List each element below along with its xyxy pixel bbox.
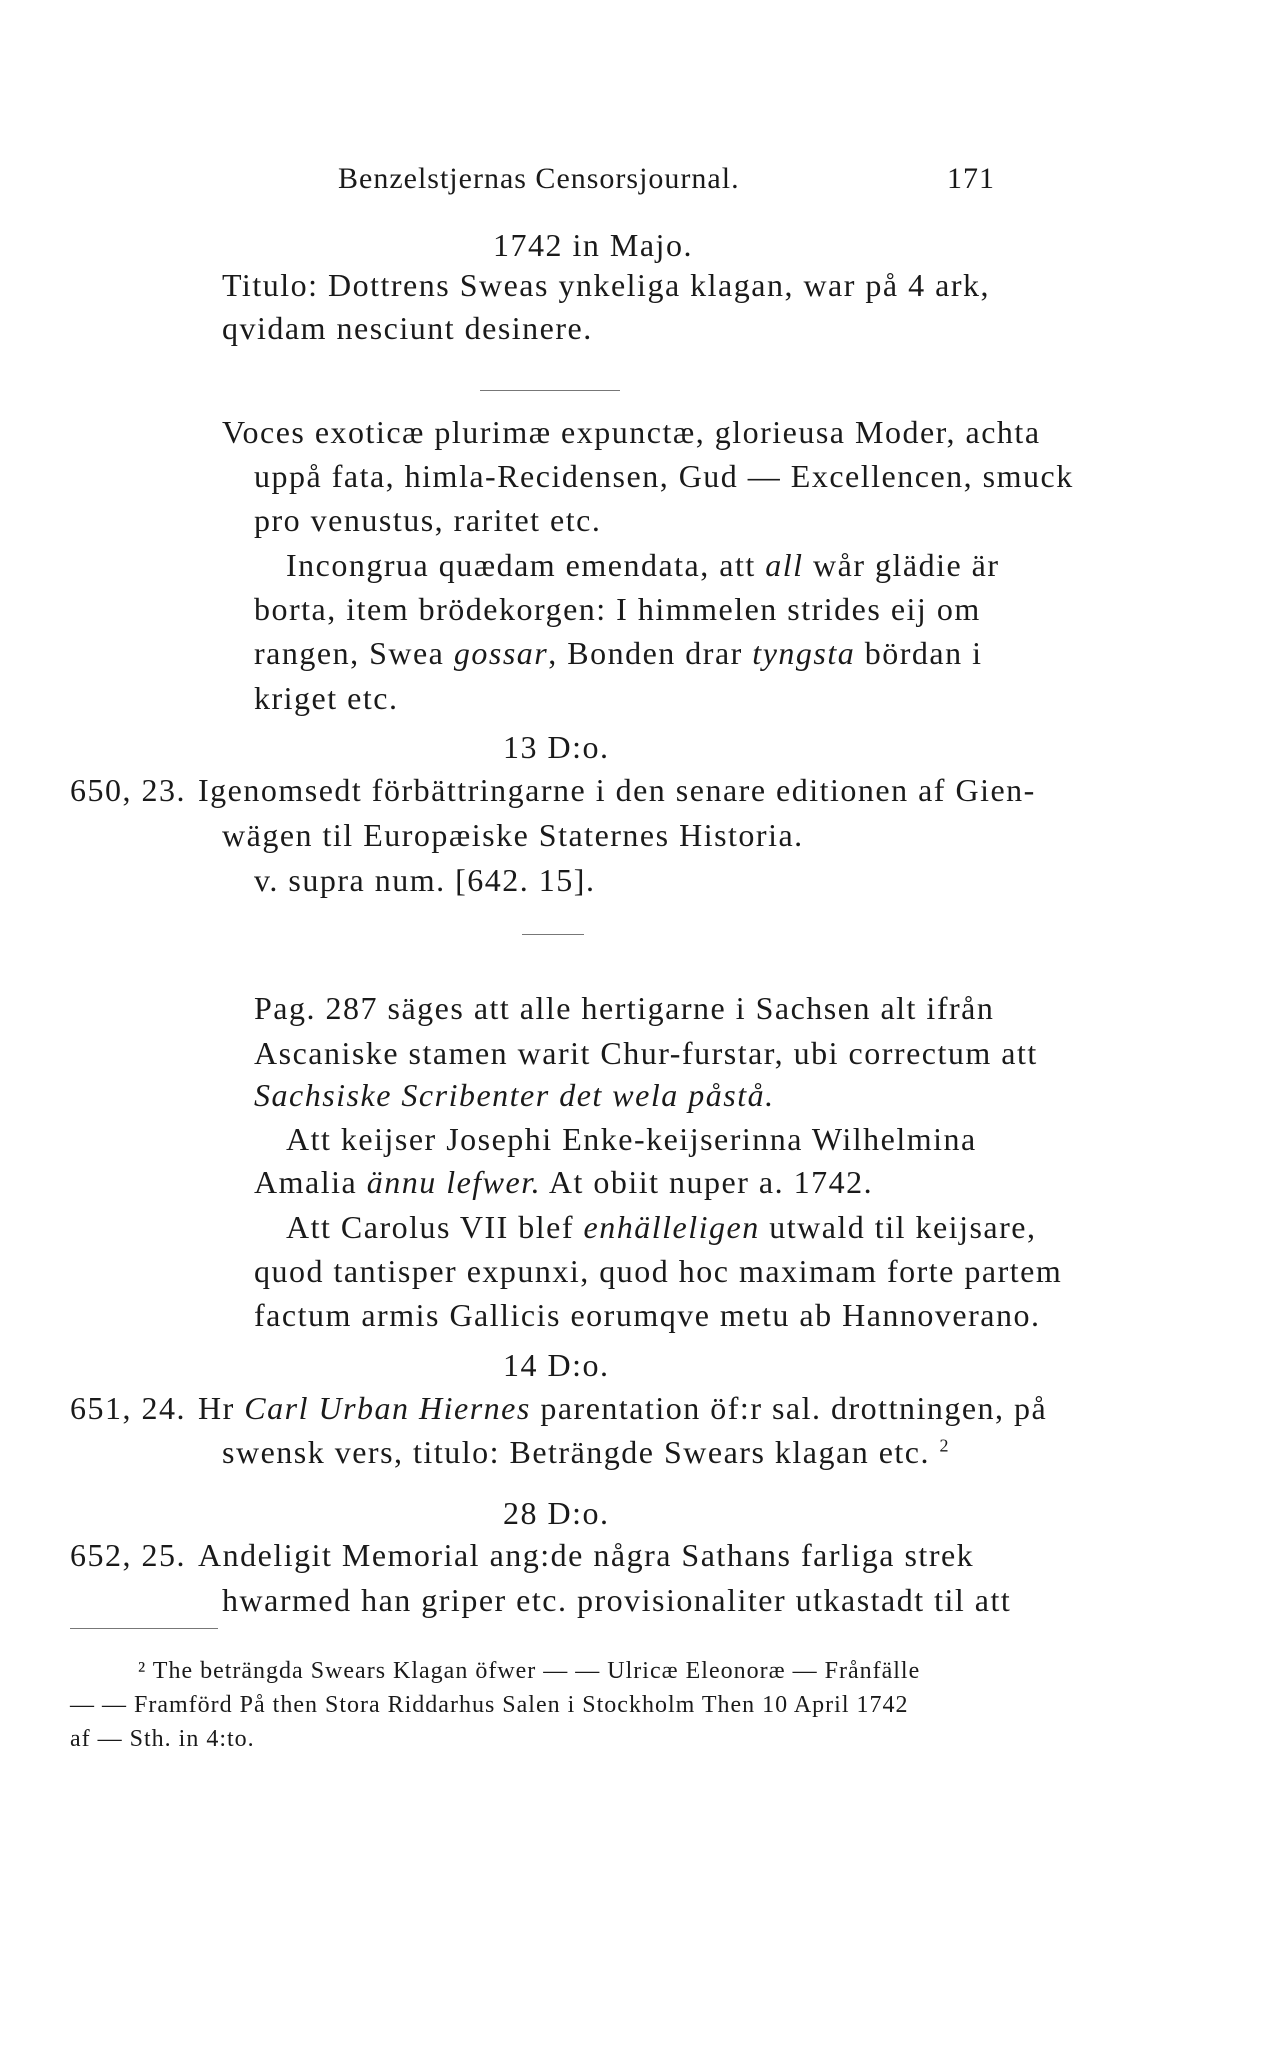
date-heading: 14 D:o. (503, 1347, 610, 1383)
text-line: Att Carolus VII blef enhälleligen utwald til keijsare, (286, 1209, 1037, 1245)
text-line: Att keijser Josephi Enke-keijserinna Wilhelmina (286, 1121, 977, 1157)
footnote-marker: ² (138, 1658, 147, 1684)
separator-rule (522, 934, 584, 935)
footnote-line: — — Framförd På then Stora Riddarhus Salen i Stockholm Then 10 April 1742 (70, 1692, 909, 1718)
text-line: rangen, Swea gossar, Bonden drar tyngsta bördan i (254, 635, 983, 671)
separator-rule (480, 390, 620, 391)
text-line: Hr Carl Urban Hiernes parentation öf:r sal. drottningen, på (198, 1390, 1048, 1426)
entry-number: 651, 24. (70, 1390, 186, 1426)
text-line: hwarmed han griper etc. provisionaliter utkastadt til att (222, 1582, 1012, 1618)
text-line: Incongrua quædam emendata, att all wår glädie är (286, 547, 1000, 583)
text-line: v. supra num. [642. 15]. (254, 862, 596, 898)
text-line: wägen til Europæiske Staternes Historia. (222, 817, 804, 853)
text-line: factum armis Gallicis eorumqve metu ab Hannoverano. (254, 1297, 1041, 1333)
date-heading: 28 D:o. (503, 1495, 610, 1531)
text-line: qvidam nesciunt desinere. (222, 310, 593, 346)
page-number: 171 (947, 162, 995, 195)
entry-number: 650, 23. (70, 772, 186, 808)
text-line: pro venustus, raritet etc. (254, 502, 602, 538)
text-line: Ascaniske stamen warit Chur-furstar, ubi correctum att (254, 1035, 1038, 1071)
text-line: uppå fata, himla-Recidensen, Gud — Excellencen, smuck (254, 458, 1074, 494)
text-line: swensk vers, titulo: Beträngde Swears klagan etc. $^2$ (222, 1434, 950, 1470)
footnote-line: af — Sth. in 4:to. (70, 1726, 255, 1752)
text-line: Titulo: Dottrens Sweas ynkeliga klagan, war på 4 ark, (222, 267, 990, 303)
date-heading: 13 D:o. (503, 729, 610, 765)
footnote-ref: 2 (939, 1435, 950, 1456)
text-line: Amalia ännu lefwer. At obiit nuper a. 1742. (254, 1164, 874, 1200)
text-line: borta, item brödekorgen: I himmelen strides eij om (254, 591, 981, 627)
footnote-line: ² The beträngda Swears Klagan öfwer — — Ulricæ Eleonoræ — Frånfälle (138, 1658, 921, 1684)
text-line: quod tantisper expunxi, quod hoc maximam forte partem (254, 1253, 1063, 1289)
entry-number: 652, 25. (70, 1537, 186, 1573)
text-line: Igenomsedt förbättringarne i den senare editionen af Gien- (198, 772, 1036, 808)
running-title: Benzelstjernas Censorsjournal. (338, 162, 740, 195)
text-line: Andeligit Memorial ang:de några Sathans farliga strek (198, 1537, 975, 1573)
date-heading: 1742 in Majo. (493, 227, 693, 263)
text-line: kriget etc. (254, 680, 399, 716)
text-line: Voces exoticæ plurimæ expunctæ, glorieusa Moder, achta (222, 414, 1041, 450)
footnote-rule (70, 1628, 218, 1629)
text-line: Pag. 287 säges att alle hertigarne i Sachsen alt ifrån (254, 990, 995, 1026)
text-line: Sachsiske Scribenter det wela påstå. (254, 1077, 775, 1113)
